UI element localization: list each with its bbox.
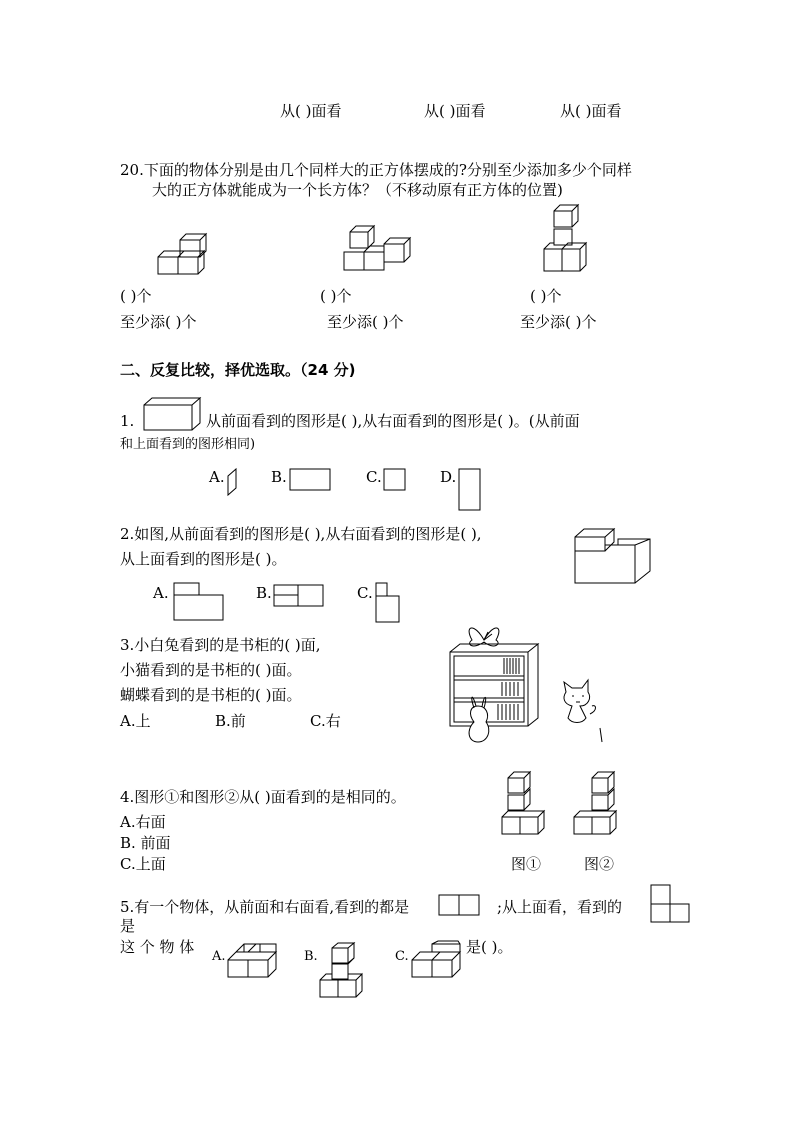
view-label-2: 从( )面看 — [424, 102, 486, 120]
q3-option-c: C.右 — [310, 712, 341, 730]
section-2-title: 二、反复比较，择优选取。（24 分) — [120, 361, 356, 379]
q20-line1: 20.下面的物体分别是由几个同样大的正方体摆成的?分别至少添加多少个同样 — [120, 161, 632, 179]
q4-label-2: 图② — [584, 855, 615, 873]
view-label-3: 从( )面看 — [560, 102, 622, 120]
bookcase-scene-figure — [446, 618, 606, 748]
q2-object-figure — [574, 527, 652, 585]
q5-line1a: 5.有一个物体，从前面和右面看,看到的都是 — [120, 898, 410, 916]
q4-option-b: B. 前面 — [120, 834, 171, 852]
q20-count-1: ( )个 — [120, 287, 152, 305]
q1-number: 1. — [120, 412, 135, 430]
bookcase-icon — [450, 644, 538, 726]
q2-option-a: A. — [153, 584, 169, 602]
q2-option-a-shape — [173, 582, 225, 622]
q20-cubes-figure-2 — [340, 222, 412, 276]
q20-add-1: 至少添( )个 — [120, 313, 197, 331]
q1-option-a: A. — [209, 468, 225, 486]
q5-front-view-shape — [438, 894, 482, 918]
small-tick-mark — [600, 728, 602, 742]
butterfly-icon — [469, 628, 499, 646]
q2-option-c: C. — [357, 584, 373, 602]
q5-option-c: C. — [395, 949, 409, 964]
q2-line1: 2.如图,从前面看到的图形是( ),从右面看到的图形是( ), — [120, 525, 482, 543]
q1-text: 从前面看到的图形是( ),从右面看到的图形是( )。(从前面 — [206, 412, 580, 430]
q20-count-2: ( )个 — [320, 287, 352, 305]
q5-option-a-figure — [226, 942, 276, 980]
q1-option-c-shape — [383, 468, 407, 492]
q20-line2: 大的正方体就能成为一个长方体？（不移动原有正方体的位置) — [152, 181, 563, 199]
q1-option-c: C. — [366, 468, 382, 486]
q20-cubes-figure-3 — [540, 205, 590, 277]
q2-option-b: B. — [256, 584, 272, 602]
q2-line2: 从上面看到的图形是( )。 — [120, 550, 287, 568]
cat-icon — [564, 680, 596, 723]
q1-option-d: D. — [440, 468, 457, 486]
q1-text-line2: 和上面看到的图形相同) — [120, 437, 256, 452]
q20-add-2: 至少添( )个 — [327, 313, 404, 331]
q20-count-3: ( )个 — [530, 287, 562, 305]
q5-line2: 是 — [120, 917, 136, 935]
q5-line1b: ;从上面看，看到的 — [497, 898, 623, 916]
q5-option-c-figure — [410, 940, 460, 980]
q5-top-view-shape — [650, 884, 692, 926]
q20-add-3: 至少添( )个 — [520, 313, 597, 331]
q5-option-a: A. — [212, 949, 226, 964]
q5-option-b-figure — [318, 942, 368, 1000]
view-label-1: 从( )面看 — [280, 102, 342, 120]
q5-option-b: B. — [304, 949, 318, 964]
q1-option-d-shape — [458, 468, 482, 512]
q2-option-c-shape — [375, 582, 401, 624]
q3-line2: 小猫看到的是书柜的( )面。 — [120, 661, 302, 679]
q4-figure-1 — [500, 770, 552, 836]
q4-line1: 4.图形①和图形②从( )面看到的是相同的。 — [120, 788, 406, 806]
q3-option-b: B.前 — [215, 712, 246, 730]
q1-option-b: B. — [271, 468, 287, 486]
q5-answer: 是( )。 — [466, 938, 513, 956]
q2-option-b-shape — [273, 584, 325, 608]
q5-line3: 这 个 物 体 — [120, 938, 195, 956]
q20-cubes-figure-1 — [150, 234, 210, 276]
q1-option-a-shape — [227, 468, 239, 496]
q3-line3: 蝴蝶看到的是书柜的( )面。 — [120, 686, 302, 704]
q3-option-a: A.上 — [120, 712, 151, 730]
q4-option-c: C.上面 — [120, 855, 166, 873]
q4-option-a: A.右面 — [120, 813, 166, 831]
q4-label-1: 图① — [511, 855, 542, 873]
q1-option-b-shape — [289, 468, 331, 492]
q3-line1: 3.小白兔看到的是书柜的( )面, — [120, 636, 321, 654]
cuboid-figure — [143, 397, 203, 431]
q4-figure-2 — [572, 770, 624, 836]
